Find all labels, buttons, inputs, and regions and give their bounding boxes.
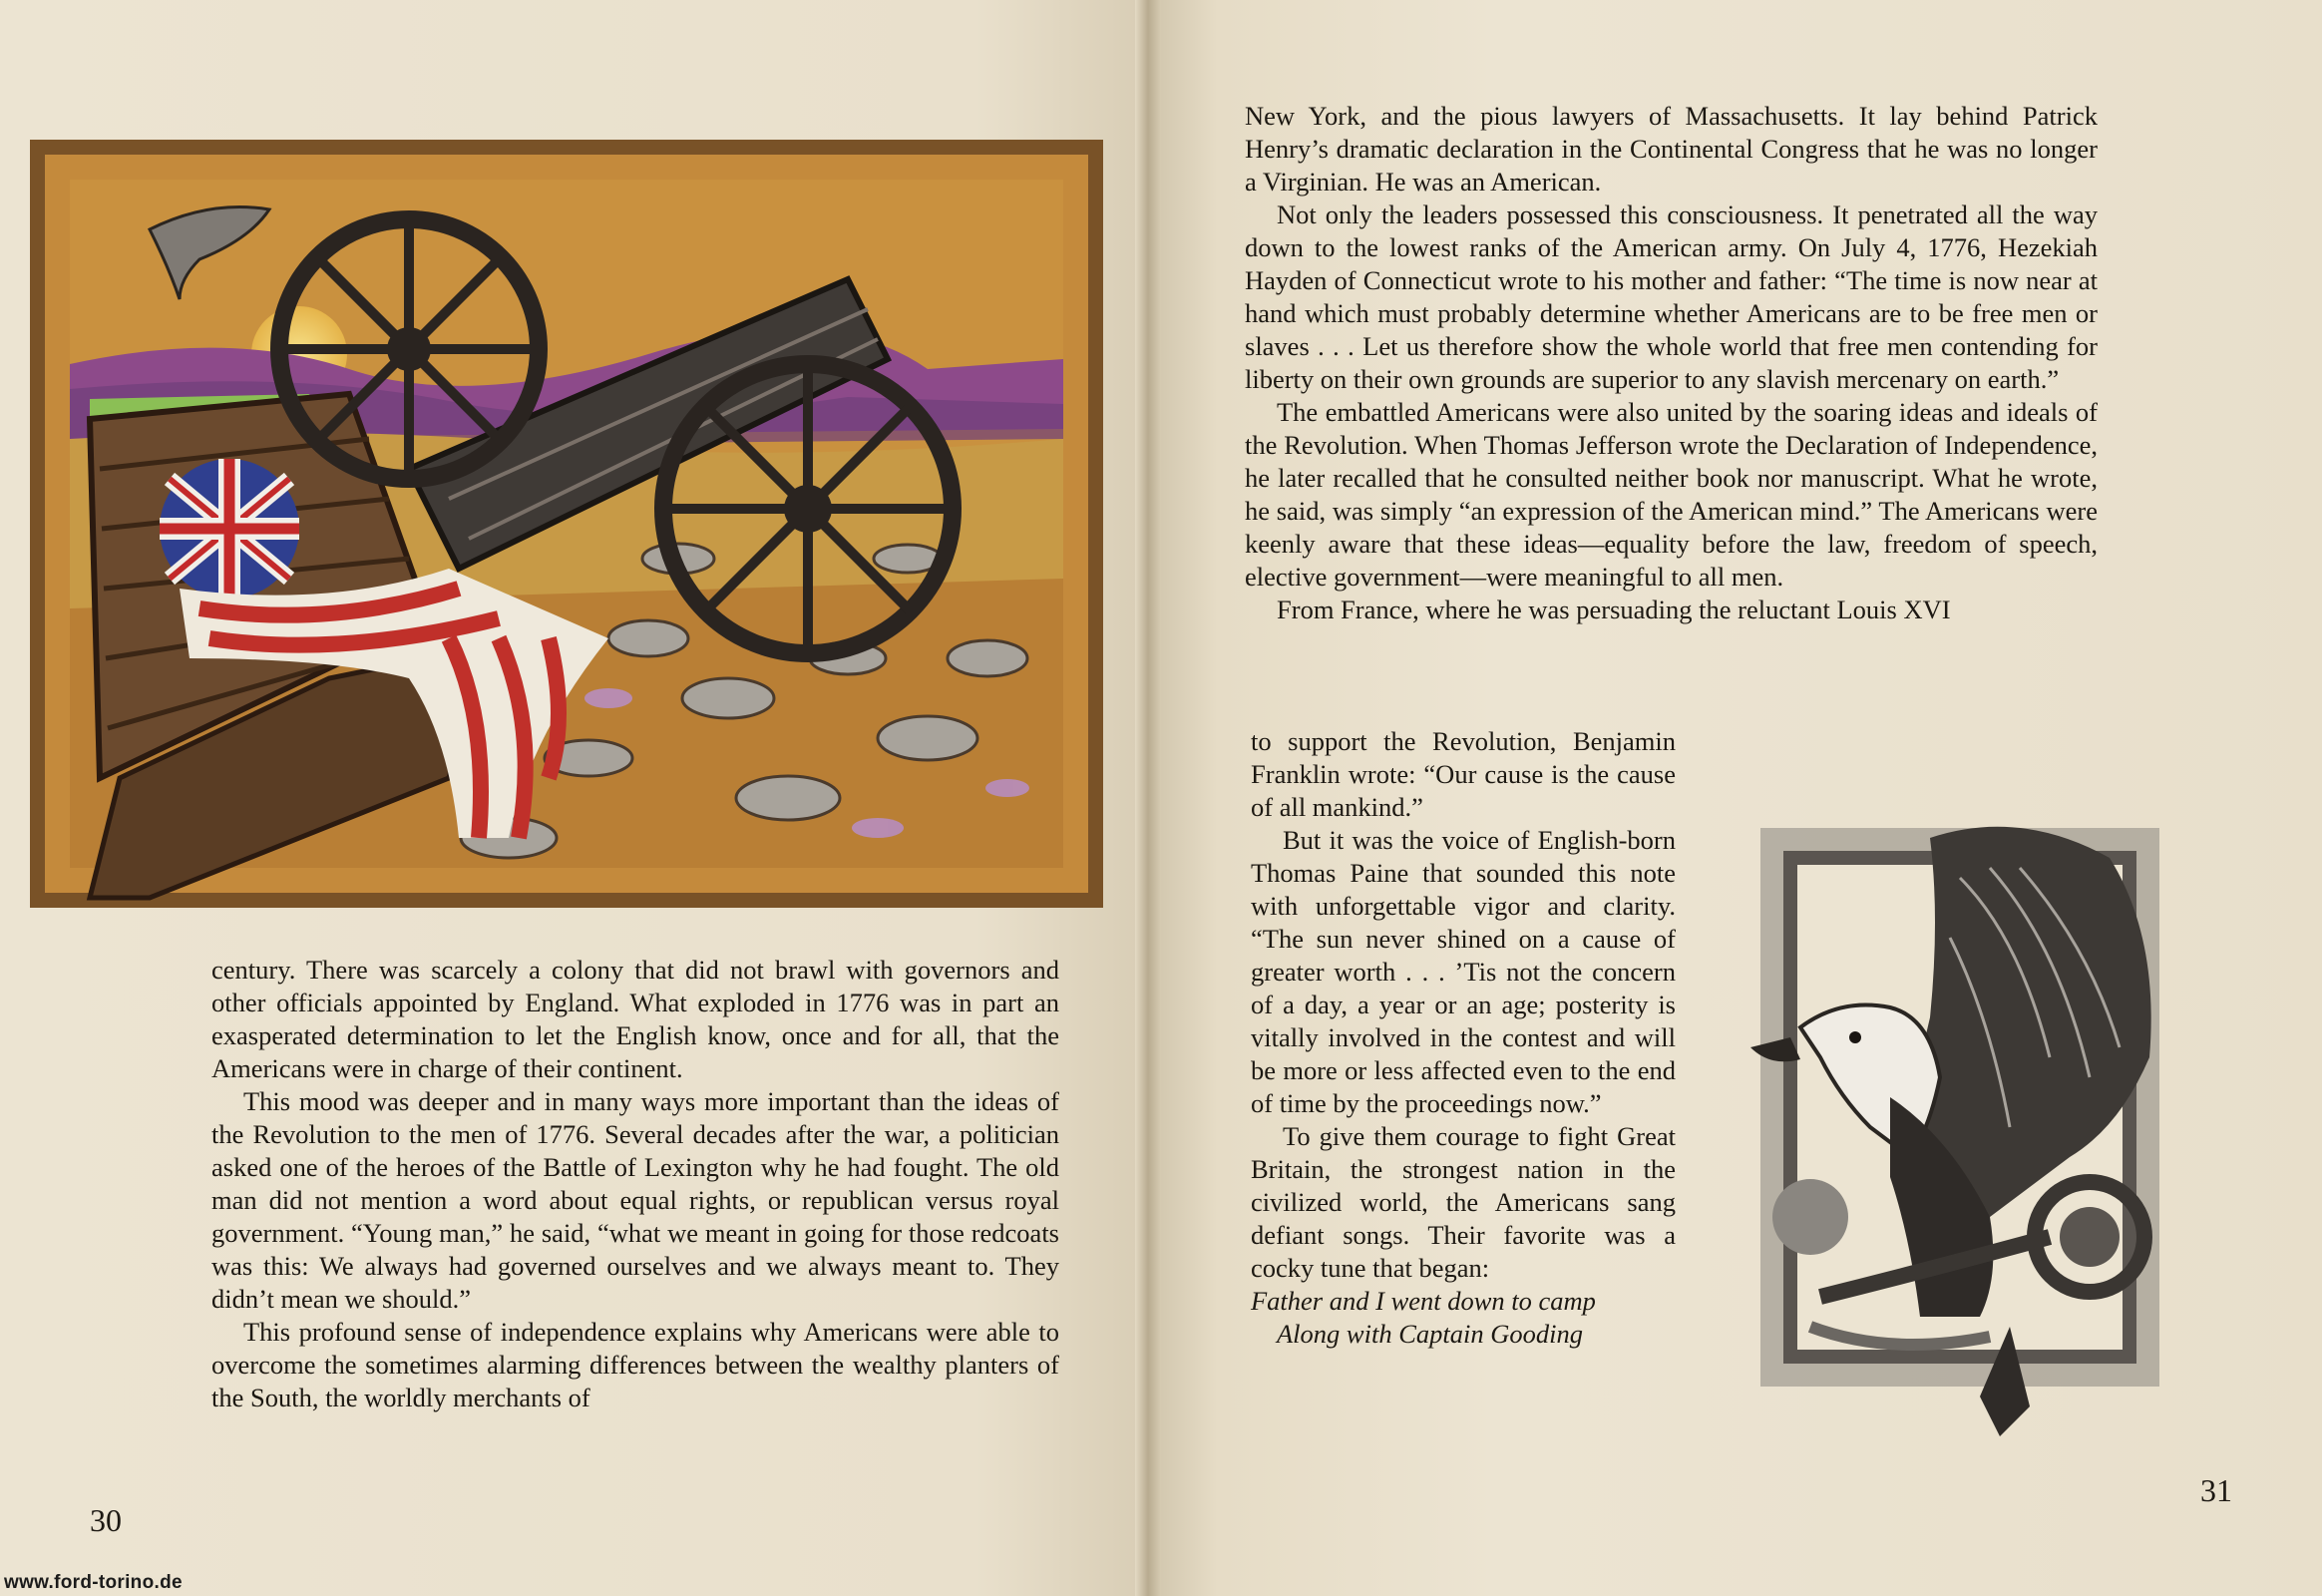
watermark-link[interactable]: www.ford-torino.de: [4, 1572, 183, 1593]
right-narrow-column: [1251, 725, 1676, 1351]
paragraph: But it was the voice of English-born Thomas Paine that sounded this note with unforgettable vigor and clarity. “The sun never shined on a cause of greater worth . . . ’Tis not the concern of a day, a year or an age; posterity is vitally involved in the contest and will be more or less affected even to the end of time by the proceedings now.”: [1251, 825, 1676, 1118]
paragraph: to support the Revolution, Benjamin Franklin wrote: “Our cause is the cause of all mankind.”: [1251, 726, 1676, 822]
right-text-column: [1245, 100, 2098, 626]
paragraph: To give them courage to fight Great Britain, the strongest nation in the civilized world, the Americans sang defiant songs. Their favorite was a cocky tune that began:: [1251, 1121, 1676, 1283]
paragraph: century. There was scarcely a colony that did not brawl with governors and other officials appointed by England. What exploded in 1776 was in part an exasperated determination to let the English know, once and for all, that the Americans were in charge of their continent.: [211, 955, 1059, 1083]
book-gutter: [1135, 0, 1161, 1596]
left-text-column: [211, 954, 1059, 1414]
paragraph: The embattled Americans were also united by the soaring ideas and ideals of the Revolution. When Thomas Jefferson wrote the Declaration of Independence, he later recalled that he consulted neither book nor manuscript. What he wrote, he said, was simply “an expression of the American mind.” The Americans were keenly aware that these ideas—equality before the law, freedom of speech, elective government—were meaningful to all men.: [1245, 397, 2098, 592]
cannon-flag-painting: [30, 140, 1103, 908]
eagle-horn-illustration: [1691, 798, 2189, 1436]
page-number-right: 31: [2200, 1472, 2232, 1508]
verse-line: Father and I went down to camp: [1251, 1286, 1596, 1316]
paragraph: This profound sense of independence explains why Americans were able to overcome the sometimes alarming differences between the wealthy planters of the South, the worldly merchants of: [211, 1317, 1059, 1412]
verse-line: Along with Captain Gooding: [1277, 1319, 1583, 1349]
paragraph: From France, where he was persuading the reluctant Louis XVI: [1277, 595, 1951, 624]
paragraph: This mood was deeper and in many ways more important than the ideas of the Revolution to the men of 1776. Several decades after the war, a politician asked one of the heroes of the Battle of Lexington why he had fought. The old man did not mention a word about equal rights, or republican versus royal government. “Young man,” he said, “what we meant in going for those redcoats was this: We always had governed ourselves and we always meant to. They didn’t mean we should.”: [211, 1086, 1059, 1314]
paragraph: New York, and the pious lawyers of Massachusetts. It lay behind Patrick Henry’s dramatic declaration in the Continental Congress that he was no longer a Virginian. He was an American.: [1245, 101, 2098, 197]
paragraph: Not only the leaders possessed this consciousness. It penetrated all the way down to the lowest ranks of the American army. On July 4, 1776, Hezekiah Hayden of Connecticut wrote to his mother and father: “The time is now near at hand which must probably determine whether Americans are to be free men or slaves . . . Let us therefore show the whole world that free men contending for liberty on their own grounds are superior to any slavish mercenary on earth.”: [1245, 200, 2098, 394]
page-number-left: 30: [90, 1502, 122, 1538]
